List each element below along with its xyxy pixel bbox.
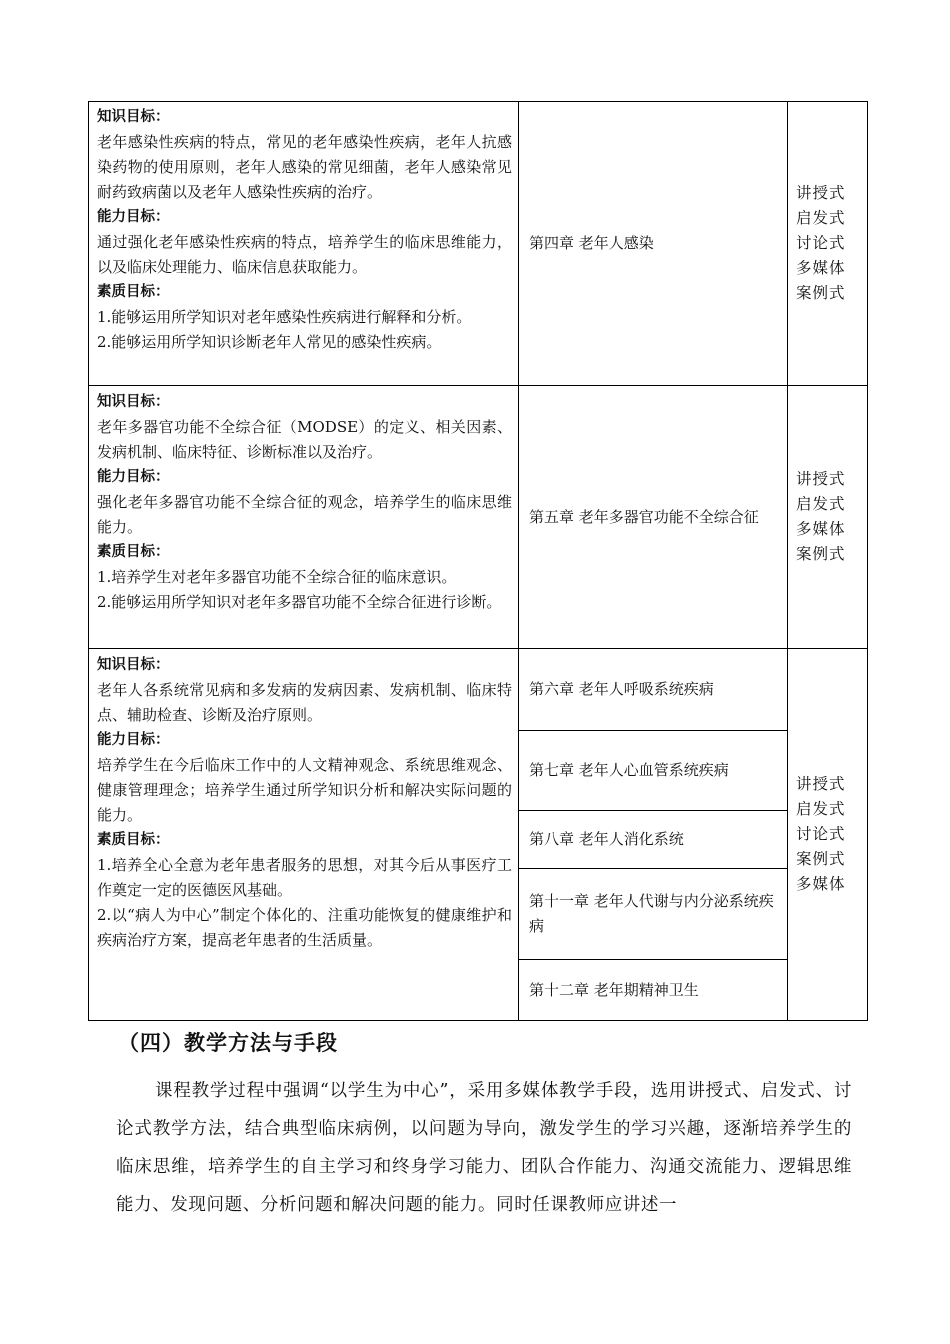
goal-text: 培养学生在今后临床工作中的人文精神观念、系统思维观念、健康管理理念；培养学生通过所学知识分析和解决实际问题的能力。 <box>97 756 512 824</box>
method-item: 讲授式 <box>796 183 846 202</box>
goal-heading: 能力目标： <box>97 732 170 748</box>
method-item: 多媒体 <box>796 875 846 893</box>
method-item: 讲授式 <box>796 470 846 488</box>
methods-cell <box>788 649 868 1020</box>
chapter-title: 第七章 老年人心血管系统疾病 <box>529 761 729 779</box>
method-item: 案例式 <box>796 545 846 563</box>
method-item: 讲授式 <box>796 775 846 793</box>
goal-heading: 能力目标： <box>97 209 170 225</box>
chapter-title: 第四章 老年人感染 <box>529 233 654 252</box>
section-paragraph: 课程教学过程中强调“以学生为中心”，采用多媒体教学手段，选用讲授式、启发式、讨论式教学方法，结合典型临床病例，以问题为导向，激发学生的学习兴趣，逐渐培养学生的临床思维，培养学生的自主学习和终身学习能力、团队合作能力、沟通交流能力、逻辑思维能力、发现问题、分析问题和解决问题的能力。同时任课教师应讲述一 <box>116 1081 852 1215</box>
goal-text: 老年多器官功能不全综合征（MODSE）的定义、相关因素、发病机制、临床特征、诊断标准以及治疗。 <box>97 418 512 461</box>
method-item: 案例式 <box>796 283 846 302</box>
method-item: 多媒体 <box>796 520 846 538</box>
method-item: 讨论式 <box>796 825 846 843</box>
chapter-cell <box>519 386 787 648</box>
row-3-goals <box>88 649 518 1020</box>
chapter-title: 第十二章 老年期精神卫生 <box>529 980 699 999</box>
goal-text: 通过强化老年感染性疾病的特点，培养学生的临床思维能力，以及临床处理能力、临床信息获取能力。 <box>97 233 512 276</box>
row-1-goals <box>88 101 518 385</box>
course-table <box>88 101 868 1021</box>
goal-text: 强化老年多器官功能不全综合征的观念，培养学生的临床思维能力。 <box>97 493 512 536</box>
goal-text: 老年感染性疾病的特点，常见的老年感染性疾病，老年人抗感染药物的使用原则，老年人感染的常见细菌，老年人感染常见耐药致病菌以及老年人感染性疾病的治疗。 <box>97 133 512 201</box>
chapter-title: 第八章 老年人消化系统 <box>529 830 684 848</box>
chapter-cell <box>519 869 787 959</box>
method-item: 案例式 <box>796 850 846 868</box>
goal-heading: 素质目标： <box>97 544 170 560</box>
method-item: 启发式 <box>796 495 846 513</box>
method-item: 启发式 <box>796 800 846 818</box>
chapter-cell <box>519 731 787 810</box>
chapter-title: 第十一章 老年人代谢与内分泌系统疾病 <box>529 892 774 935</box>
goal-heading: 素质目标： <box>97 832 170 848</box>
chapter-title: 第六章 老年人呼吸系统疾病 <box>529 680 714 698</box>
method-item: 讨论式 <box>796 233 846 252</box>
chapter-title: 第五章 老年多器官功能不全综合征 <box>529 507 759 526</box>
goal-text: 1.能够运用所学知识对老年感染性疾病进行解释和分析。 2.能够运用所学知识诊断老年人常见的感染性疾病。 <box>97 308 472 351</box>
goal-heading: 知识目标： <box>97 657 170 673</box>
goal-heading: 知识目标： <box>97 109 170 125</box>
methods-cell <box>788 386 868 648</box>
goal-heading: 能力目标： <box>97 469 170 485</box>
chapter-cell <box>519 960 787 1020</box>
section-heading: （四）教学方法与手段 <box>118 1031 338 1055</box>
row-2-goals <box>88 386 518 648</box>
goal-text: 1.培养学生对老年多器官功能不全综合征的临床意识。 2.能够运用所学知识对老年多器官功能不全综合征进行诊断。 <box>97 568 502 611</box>
goal-heading: 知识目标： <box>97 394 170 410</box>
method-item: 多媒体 <box>796 258 846 277</box>
chapter-cell <box>519 649 787 730</box>
goal-text: 1.培养全心全意为老年患者服务的思想，对其今后从事医疗工作奠定一定的医德医风基础。 2.以“病人为中心”制定个体化的、注重功能恢复的健康维护和疾病治疗方案，提高老年患者的生活质量。 <box>97 856 512 949</box>
chapter-cell <box>519 101 787 385</box>
goal-text: 老年人各系统常见病和多发病的发病因素、发病机制、临床特点、辅助检查、诊断及治疗原则。 <box>97 681 512 724</box>
goal-heading: 素质目标： <box>97 284 170 300</box>
chapter-cell <box>519 811 787 868</box>
method-item: 启发式 <box>796 208 846 227</box>
methods-cell <box>788 101 868 385</box>
